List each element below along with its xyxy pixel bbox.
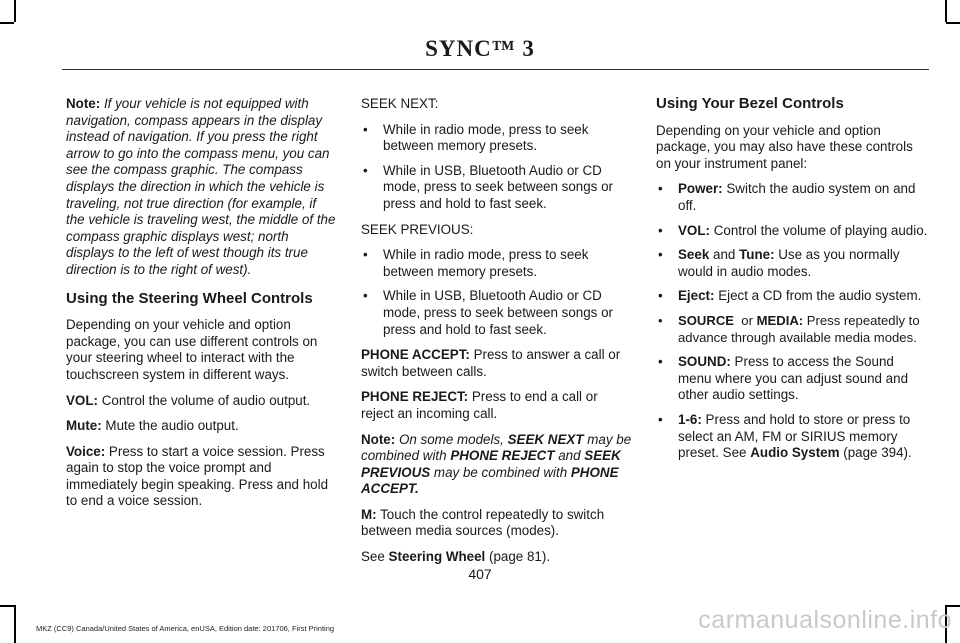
seek-next-label: SEEK NEXT: <box>361 96 439 111</box>
crop-mark <box>14 605 16 643</box>
page-title: SYNC™ 3 <box>425 36 535 61</box>
voice-label: Voice: <box>66 443 106 459</box>
audio-system-link[interactable]: Audio System <box>750 445 840 461</box>
list-item <box>656 288 928 305</box>
phone-reject-text: Press to end a call or reject an incoming call. <box>361 389 598 421</box>
tune-label: Tune: <box>739 247 775 263</box>
note-text: On some models, <box>395 431 508 447</box>
vol-text: Control the volume of playing audio. <box>710 222 928 238</box>
note-phone-reject: PHONE REJECT <box>450 448 555 464</box>
note-text: may be combined with <box>361 431 632 464</box>
and-text: and <box>709 247 740 263</box>
crop-mark <box>0 605 14 607</box>
see-text: See <box>361 549 389 565</box>
mute-text: Mute the audio output. <box>101 418 239 434</box>
list-item <box>656 412 928 462</box>
list-item: • While in radio mode, press to seek between memory presets. <box>361 122 633 155</box>
list-item <box>656 354 928 404</box>
power-text: Switch the audio system on and off. <box>678 181 916 213</box>
phone-reject-paragraph <box>361 389 633 422</box>
eject-label: Eject: <box>678 288 715 304</box>
note-text: may be combined with <box>430 464 571 480</box>
or-text: or <box>734 312 757 328</box>
intro-paragraph: Depending on your vehicle and option package, you may also have these controls on your instrument panel: <box>656 122 913 171</box>
header-divider <box>62 69 929 70</box>
vol-text: Control the volume of audio output. <box>98 392 311 408</box>
list-item: • While in radio mode, press to seek between memory presets. <box>361 247 633 280</box>
list-item <box>656 223 928 240</box>
list-item <box>656 247 928 280</box>
note-seek-next: SEEK NEXT <box>507 431 584 447</box>
preset-text: Press and hold to store or press to select an AM, FM or SIRIUS memory preset. See <box>678 411 911 461</box>
vol-label: VOL: <box>678 222 710 238</box>
note-paragraph <box>66 96 338 279</box>
note-phone-accept: PHONE ACCEPT. <box>361 464 619 497</box>
power-label: Power: <box>678 181 723 197</box>
list-item <box>656 181 928 214</box>
seek-next-list <box>361 122 633 213</box>
sound-label: SOUND: <box>678 354 731 370</box>
intro-paragraph: Depending on your vehicle and option package, you can use different controls on your steering wheel to interact with the touchscreen system in different ways. <box>66 317 318 382</box>
vol-paragraph <box>66 393 338 410</box>
column-right <box>656 96 928 471</box>
media-label: MEDIA: <box>756 312 804 328</box>
bezel-controls-list <box>656 181 928 461</box>
column-left <box>66 96 338 519</box>
note-seek-previous: SEEK PREVIOUS <box>361 448 621 480</box>
source-text: Press repeatedly to advance through available media modes. <box>678 312 920 345</box>
phone-accept-paragraph <box>361 347 633 380</box>
section-heading: Using the Steering Wheel Controls <box>66 289 313 307</box>
note-label: Note: <box>66 96 101 111</box>
seek-text: Use as you normally would in audio modes. <box>678 247 900 279</box>
phone-accept-label: PHONE ACCEPT: <box>361 347 470 363</box>
watermark: carmanualsonline.info <box>698 606 952 634</box>
note-text: and <box>554 448 585 464</box>
mute-label: Mute: <box>66 418 102 434</box>
note-text: If your vehicle is not equipped with navigation, compass appears in the display instead of navigation. If you press the right arrow to go into the compass menu, you can see the compass graphic. The compass displays the direction in which the vehicle is traveling, not true direction (for example, if the vehicle is traveling west, the middle of the compass graphic displays west; north displays to the left of west though its true direction is to the right of west). <box>66 96 336 277</box>
mute-paragraph <box>66 418 338 435</box>
list-item <box>656 313 928 346</box>
eject-text: Eject a CD from the audio system. <box>714 288 922 304</box>
steering-wheel-link[interactable]: Steering Wheel <box>388 549 486 565</box>
note-label: Note: <box>361 431 396 447</box>
seek-previous-list <box>361 247 633 338</box>
crop-mark <box>14 0 16 22</box>
m-label: M: <box>361 506 377 522</box>
crop-mark <box>945 0 947 22</box>
voice-text: Press to start a voice session. Press again to stop the voice prompt and immediately begin speaking. Press and hold to end a voice session. <box>66 443 329 509</box>
see-paragraph <box>361 549 633 566</box>
seek-previous-label: SEEK PREVIOUS: <box>361 221 474 237</box>
crop-mark <box>0 22 14 24</box>
page-number: 407 <box>468 566 492 582</box>
source-label: SOURCE <box>678 312 735 328</box>
voice-paragraph <box>66 444 338 510</box>
m-paragraph <box>361 507 633 540</box>
phone-reject-label: PHONE REJECT: <box>361 389 469 405</box>
seek-label: Seek <box>678 247 710 263</box>
list-item: • While in USB, Bluetooth Audio or CD mode, press to seek between songs or press and hold to fast seek. <box>361 288 633 338</box>
m-text: Touch the control repeatedly to switch between media sources (modes). <box>361 506 605 539</box>
footer-edition: MKZ (CC9) Canada/United States of America, enUSA, Edition date: 201706, First Printing <box>36 624 335 633</box>
crop-mark <box>946 22 960 24</box>
column-middle <box>361 96 633 575</box>
list-item: • While in USB, Bluetooth Audio or CD mode, press to seek between songs or press and hold to fast seek. <box>361 163 633 213</box>
sound-text: Press to access the Sound menu where you can adjust sound and other audio settings. <box>678 354 909 403</box>
preset-label: 1-6: <box>678 411 702 427</box>
phone-accept-text: Press to answer a call or switch between calls. <box>361 347 621 379</box>
vol-label: VOL: <box>66 392 98 408</box>
preset-page: (page 394). <box>839 445 912 461</box>
see-page: (page 81). <box>485 549 551 565</box>
section-heading: Using Your Bezel Controls <box>656 95 844 112</box>
note-paragraph <box>361 432 633 498</box>
